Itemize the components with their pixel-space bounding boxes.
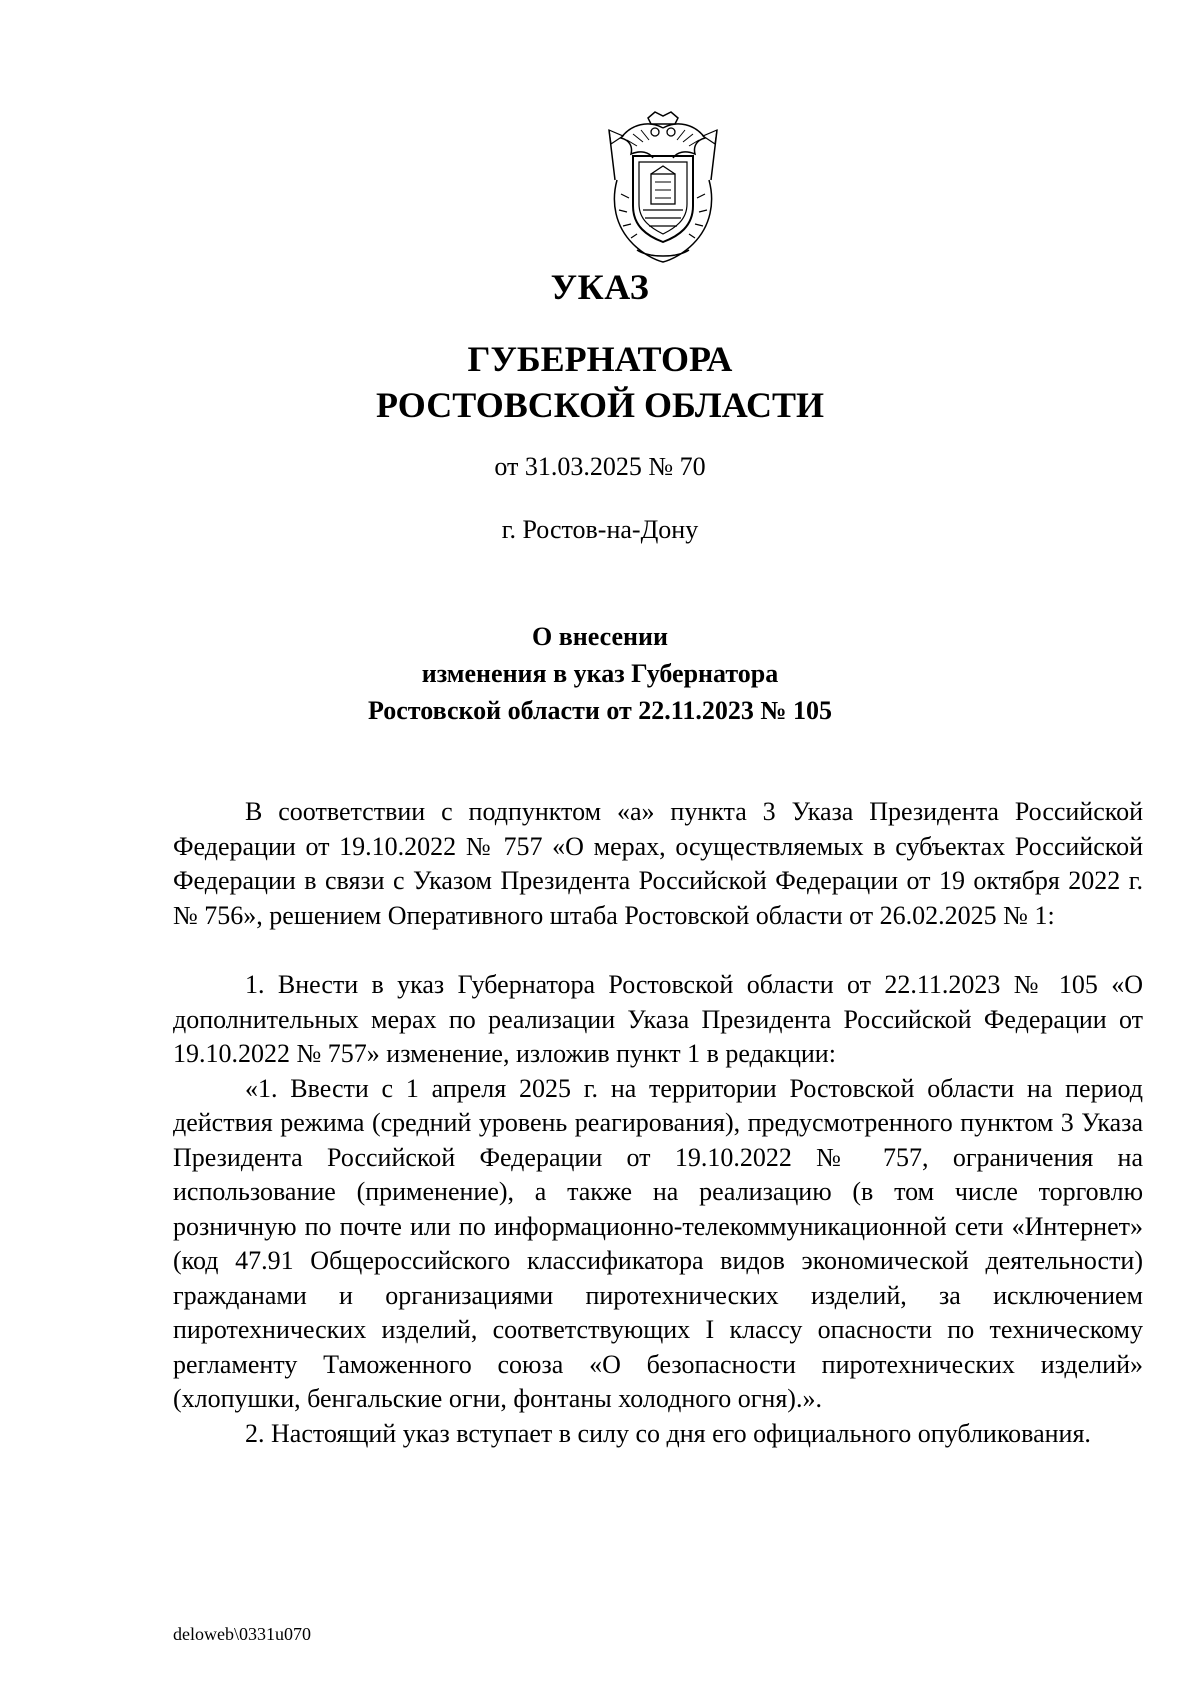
subject-line-3: Ростовской области от 22.11.2023 № 105: [368, 696, 832, 725]
paragraph-spacer: [173, 933, 1143, 968]
issuer-title-line-1: ГУБЕРНАТОРА: [467, 339, 733, 379]
document-date-number: от 31.03.2025 № 70: [494, 452, 706, 481]
subject-line-2: изменения в указ Губернатора: [421, 659, 779, 688]
issuer-title: [0, 336, 1200, 428]
document-subject: [0, 618, 1200, 729]
document-body: [173, 795, 1143, 1451]
document-type-title: УКАЗ: [550, 267, 650, 307]
coat-of-arms-icon: [593, 110, 733, 268]
item-1-quoted-text: «1. Ввести с 1 апреля 2025 г. на территории Ростовской области на период действия режима (средний уровень реагирования), предусмотренного пунктом 3 Указа Президента Российской Федерации от 19.10.2022 № 757, ограничения на использование (применение), а также на реализацию (в том числе торговлю розничную по почте или по информационно-телекоммуникационной сети «Интернет» (код 47.91 Общероссийского классификатора видов экономической деятельности) гражданами и организациями пиротехнических изделий, за исключением пиротехнических изделий, соответствующих I классу опасности по техническому регламенту Таможенного союза «О безопасности пиротехнических изделий» (хлопушки, бенгальские огни, фонтаны холодного огня).».: [173, 1073, 1143, 1413]
item-1-paragraph: 1. Внести в указ Губернатора Ростовской области от 22.11.2023 № 105 «О дополнительных мерах по реализации Указа Президента Российской Федерации от 19.10.2022 № 757» изменение, изложив пункт 1 в редакции:: [173, 970, 1143, 1068]
issuer-title-line-2: РОСТОВСКОЙ ОБЛАСТИ: [376, 385, 824, 425]
item-2-paragraph: 2. Настоящий указ вступает в силу со дня его официального опубликования.: [245, 1418, 1091, 1448]
subject-line-1: О внесении: [532, 622, 668, 651]
document-city: г. Ростов-на-Дону: [501, 515, 699, 544]
file-code: deloweb\0331u070: [173, 1624, 311, 1644]
preamble-paragraph: В соответствии с подпунктом «а» пункта 3 Указа Президента Российской Федерации от 19.10.2022 № 757 «О мерах, осуществляемых в субъектах Российской Федерации в связи с Указом Президента Российской Федерации от 19 октября 2022 г. № 756», решением Оперативного штаба Ростовской области от 26.02.2025 № 1:: [173, 797, 1143, 930]
